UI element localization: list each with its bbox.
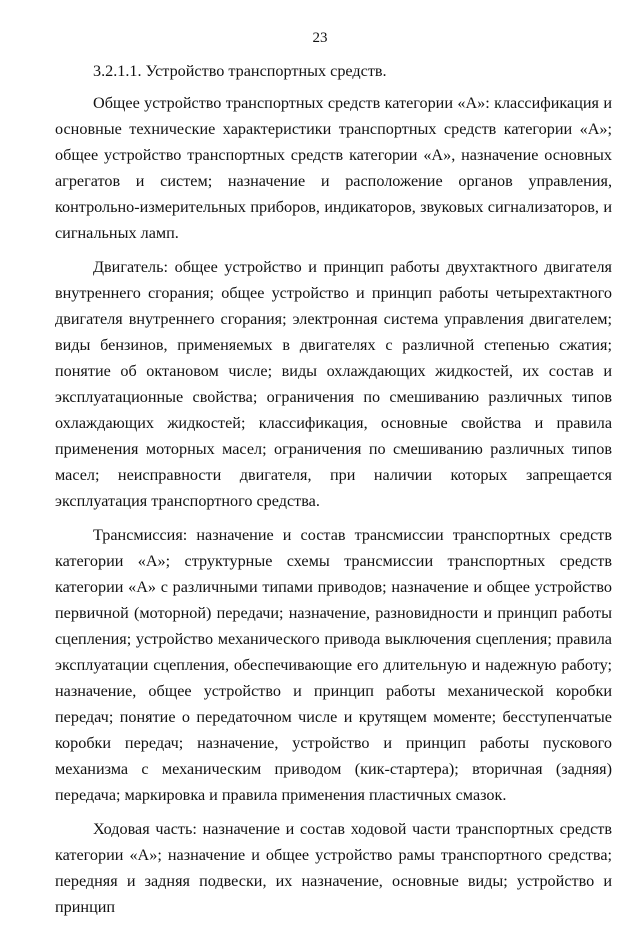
- paragraph-chassis: Ходовая часть: назначение и состав ходовой части транспортных средств категории «А»; назначение и общее устройство рамы транспортного средства; передняя и задняя подвески, их назначение, основные виды; устройство и принцип: [55, 820, 612, 916]
- section-heading: 3.2.1.1. Устройство транспортных средств.: [93, 62, 387, 80]
- paragraph-general-structure: Общее устройство транспортных средств категории «А»: классификация и основные технические характеристики транспортных средств категории «А»; общее устройство транспортных средств категории «А», назначение основных агрегатов и систем; назначение и расположение органов управления, контрольно-измерительных приборов, индикаторов, звуковых сигнализаторов, и сигнальных ламп.: [55, 94, 612, 242]
- document-body: [55, 58, 612, 928]
- paragraph-engine: Двигатель: общее устройство и принцип работы двухтактного двигателя внутреннего сгорания; общее устройство и принцип работы четырехтактного двигателя внутреннего сгорания; электронная система управления двигателем; виды бензинов, применяемых в двигателях с различной степенью сжатия; понятие об октановом числе; виды охлаждающих жидкостей, их состав и эксплуатационные свойства; ограничения по смешиванию различных типов охлаждающих жидкостей; классификация, основные свойства и правила применения моторных масел; ограничения по смешиванию различных типов масел; неисправности двигателя, при наличии которых запрещается эксплуатация транспортного средства.: [55, 258, 612, 510]
- page-number: 23: [312, 30, 328, 46]
- paragraph-transmission: Трансмиссия: назначение и состав трансмиссии транспортных средств категории «А»; структурные схемы трансмиссии транспортных средств категории «А» с различными типами приводов; назначение и общее устройство первичной (моторной) передачи; назначение, разновидности и принцип работы сцепления; устройство механического привода выключения сцепления; правила эксплуатации сцепления, обеспечивающие его длительную и надежную работу; назначение, общее устройство и принцип работы механической коробки передач; понятие о передаточном числе и крутящем моменте; бесступенчатые коробки передач; назначение, устройство и принцип работы пускового механизма с механическим приводом (кик-стартера); вторичная (задняя) передача; маркировка и правила применения пластичных смазок.: [55, 526, 612, 804]
